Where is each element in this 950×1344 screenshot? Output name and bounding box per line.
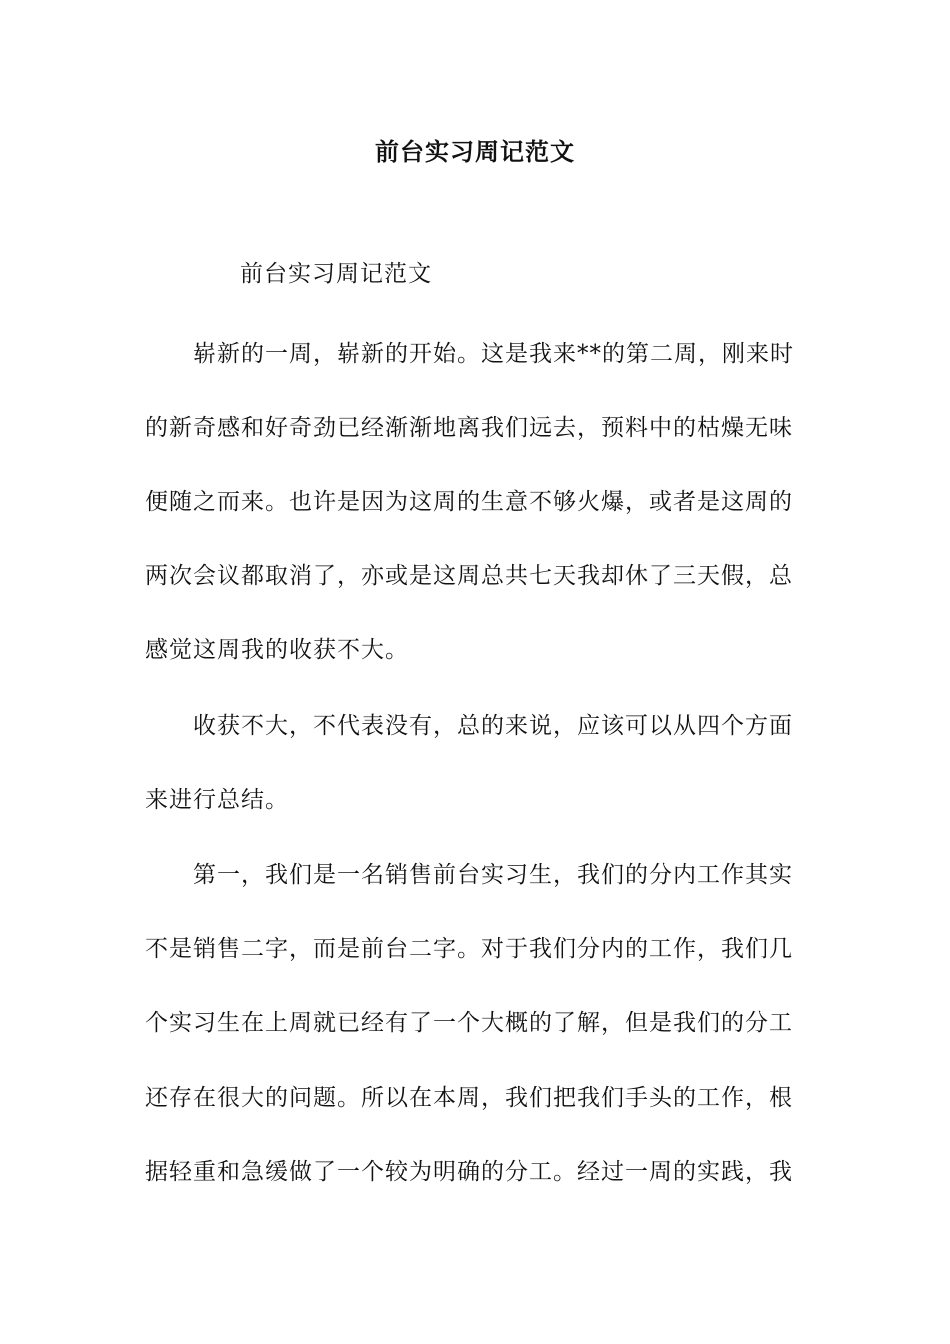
- text-line: 个实习生在上周就已经有了一个大概的了解，但是我们的分工: [145, 1010, 793, 1036]
- document-subtitle: 前台实习周记范文: [240, 261, 432, 287]
- text-line: 收获不大，不代表没有，总的来说，应该可以从四个方面: [193, 713, 793, 739]
- text-line: 便随之而来。也许是因为这周的生意不够火爆，或者是这周的: [145, 489, 793, 515]
- text-line: 据轻重和急缓做了一个较为明确的分工。经过一周的实践，我: [145, 1159, 793, 1185]
- text-line: 崭新的一周，崭新的开始。这是我来**的第二周，刚来时: [193, 341, 794, 367]
- text-line: 不是销售二字，而是前台二字。对于我们分内的工作，我们几: [145, 936, 793, 962]
- text-line: 第一，我们是一名销售前台实习生，我们的分内工作其实: [193, 862, 793, 888]
- text-line: 还存在很大的问题。所以在本周，我们把我们手头的工作，根: [145, 1085, 793, 1111]
- document-title: 前台实习周记范文: [375, 137, 575, 166]
- text-line: 感觉这周我的收获不大。: [145, 637, 409, 663]
- text-line: 来进行总结。: [145, 787, 289, 813]
- text-line: 两次会议都取消了，亦或是这周总共七天我却休了三天假，总: [145, 563, 793, 589]
- text-line: 的新奇感和好奇劲已经渐渐地离我们远去，预料中的枯燥无味: [145, 415, 793, 441]
